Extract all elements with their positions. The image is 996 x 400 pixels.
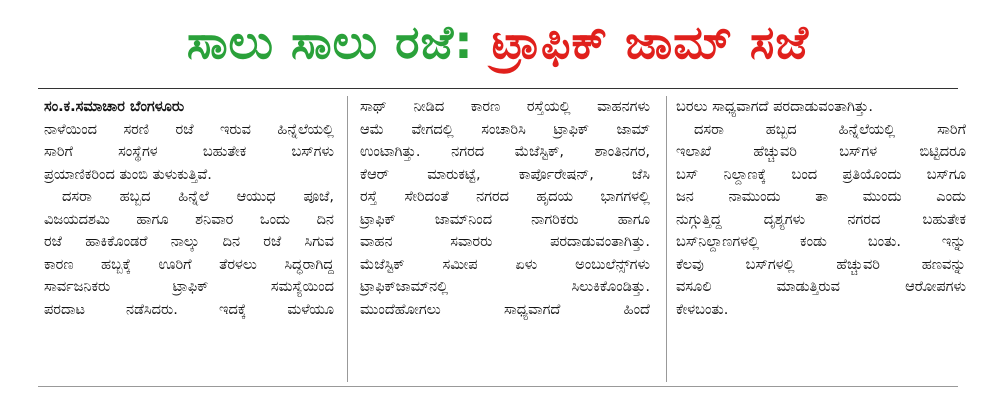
article-line: ವಾಹನ ಸವಾರರು ಪರದಾಡುವಂತಾಗಿತ್ತು. [360, 234, 650, 250]
article-line: ಟ್ರಾಫಿಕ್ ಜಾಮ್‌ನಿಂದ ನಾಗರಿಕರು ಹಾಗೂ [360, 211, 650, 228]
article-line: ನಾಳೆಯಿಂದ ಸರಣಿ ರಜೆ ಇರುವ ಹಿನ್ನೆಲೆಯಲ್ಲಿ [44, 121, 334, 138]
article-line: ಸಾರಿಗೆ ಸಂಸ್ಥೆಗಳ ಬಹುತೇಕ ಬಸ್‌ಗಳು [44, 144, 334, 160]
article-line: ಬಸ್‌ನಿಲ್ದಾಣಗಳಲ್ಲಿ ಕಂಡು ಬಂತು. ಇನ್ನು [676, 234, 966, 250]
byline: ಸಂ.ಕ.ಸಮಾಚಾರ ಬೆಂಗಳೂರು [44, 99, 185, 115]
article-line: ಬಸ್ ನಿಲ್ದಾಣಕ್ಕೆ ಬಂದ ಪ್ರತಿಯೊಂದು ಬಸ್‌ಗೂ [676, 166, 966, 183]
article-column-3 [676, 96, 966, 321]
article-column-2 [360, 96, 650, 321]
article-line: ದಸರಾ ಹಬ್ಬದ ಹಿನ್ನೆಲೆ ಆಯುಧ ಪೂಜೆ, [62, 189, 334, 205]
article-line: ಕಾರಣ ಹಬ್ಬಕ್ಕೆ ಊರಿಗೆ ತೆರಳಲು ಸಿದ್ಧರಾಗಿದ್ದ [44, 256, 334, 273]
headline-green: ಸಾಲು ಸಾಲು ರಜೆ: [186, 15, 474, 69]
article-line: ರಜೆ ಹಾಕಿಕೊಂಡರೆ ನಾಲ್ಕು ದಿನ ರಜೆ ಸಿಗುವ [44, 234, 334, 250]
article-line: ಟ್ರಾಫಿಕ್‌ಜಾಮ್‌ನಲ್ಲಿ ಸಿಲುಕಿಕೊಂಡಿತ್ತು. [360, 279, 650, 295]
headline-red: ಟ್ರಾಫಿಕ್ ಜಾಮ್ ಸಜೆ [491, 15, 810, 69]
article-line: ಇಲಾಖೆ ಹೆಚ್ಚುವರಿ ಬಸ್‌ಗಳ ಬಿಟ್ಟಿದರೂ [676, 144, 966, 160]
headline-rule [38, 88, 958, 89]
article-line: ಜನ ನಾಮುಂದು ತಾ ಮುಂದು ಎಂದು [676, 189, 966, 205]
article-column-1 [44, 96, 334, 321]
article-line: ನುಗ್ಗುತ್ತಿದ್ದ ದೃಶ್ಯಗಳು ನಗರದ ಬಹುತೇಕ [676, 211, 966, 228]
article-line: ಪರದಾಟ ನಡೆಸಿದರು. ಇದಕ್ಕೆ ಮಳೆಯೂ [44, 301, 334, 318]
article-line: ದಸರಾ ಹಬ್ಬದ ಹಿನ್ನೆಲೆಯಲ್ಲಿ ಸಾರಿಗೆ [694, 121, 966, 138]
bottom-rule [38, 386, 958, 387]
article-line: ವಸೂಲಿ ಮಾಡುತ್ತಿರುವ ಆರೋಪಗಳು [676, 279, 966, 295]
article-line: ವಿಜಯದಶಮಿ ಹಾಗೂ ಶನಿವಾರ ಒಂದು ದಿನ [44, 211, 334, 228]
article-line: ಕೇಳಬಂತು. [676, 301, 729, 318]
article-line: ಸಾರ್ವಜನಿಕರು ಟ್ರಾಫಿಕ್ ಸಮಸ್ಯೆಯಿಂದ [44, 279, 334, 295]
article-line: ಸಾಥ್ ನೀಡಿದ ಕಾರಣ ರಸ್ತೆಯಲ್ಲಿ ವಾಹನಗಳು [360, 99, 650, 115]
article-line: ಮುಂದೆಹೋಗಲು ಸಾಧ್ಯವಾಗದೆ ಹಿಂದೆ [360, 301, 650, 318]
article-line: ಬರಲು ಸಾಧ್ಯವಾಗದೆ ಪರದಾಡುವಂತಾಗಿತ್ತು. [676, 99, 874, 115]
article-line: ಕೆಲವು ಬಸ್‌ಗಳಲ್ಲಿ ಹೆಚ್ಚುವರಿ ಹಣವನ್ನು [676, 256, 966, 273]
headline [0, 0, 996, 86]
article-line: ರಸ್ತೆ ಸೇರಿದಂತೆ ನಗರದ ಹೃದಯ ಭಾಗಗಳಲ್ಲಿ [360, 189, 650, 205]
article-line: ಪ್ರಯಾಣಿಕರಿಂದ ತುಂಬಿ ತುಳುಕುತ್ತಿವೆ. [44, 166, 212, 183]
article-line: ಆಮೆ ವೇಗದಲ್ಲಿ ಸಂಚಾರಿಸಿ ಟ್ರಾಫಿಕ್ ಜಾಮ್ [360, 121, 650, 138]
article-line: ಮೆಜೆಸ್ಟಿಕ್ ಸಮೀಪ ಏಳು ಅಂಬುಲೆನ್ಸ್‌ಗಳು [360, 256, 650, 273]
article-line: ಕೆಆರ್ ಮಾರುಕಟ್ಟೆ, ಕಾರ್ಪೊರೇಷನ್, ಜೆಸಿ [360, 166, 650, 183]
column-divider [666, 96, 667, 382]
column-divider [347, 96, 348, 382]
article-line: ಉಂಟಾಗಿತ್ತು. ನಗರದ ಮೆಜೆಸ್ಟಿಕ್, ಶಾಂತಿನಗರ, [360, 144, 650, 160]
